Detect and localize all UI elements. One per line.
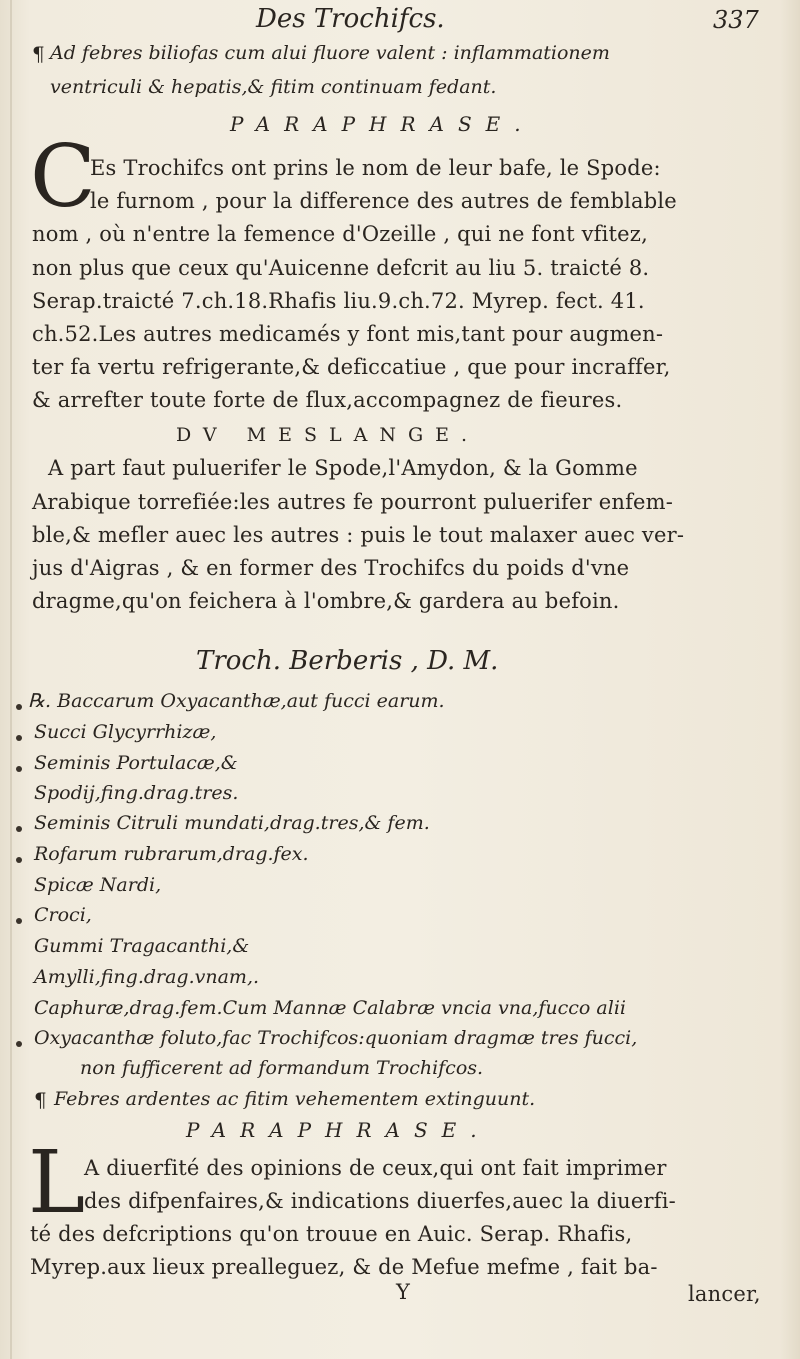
catchword: lancer, [688, 1282, 761, 1306]
bullet-mark [16, 735, 22, 741]
pilcrow-mark: ¶ [32, 42, 45, 66]
page-crease [10, 0, 12, 1359]
recipe-line: non fufficerent ad formandum Trochifcos. [80, 1057, 484, 1079]
bullet-mark [16, 1041, 22, 1047]
signature-mark: Y [396, 1280, 411, 1304]
recipe-line: Oxyacanthæ foluto,fac Trochifcos:quoniam dragmæ tres fucci, [34, 1027, 638, 1049]
recipe-line: ℞. Baccarum Oxyacanthæ,aut fucci earum. [28, 690, 445, 712]
paragraph-line: ch.52.Les autres medicamés y font mis,tant pour augmen- [32, 322, 664, 346]
bullet-mark [16, 826, 22, 832]
bullet-mark [16, 918, 22, 924]
recipe-line: Amylli,fing.drag.vnam,. [34, 966, 260, 988]
paragraph-line: dragme,qu'on feichera à l'ombre,& gardera au befoin. [32, 589, 620, 613]
section-heading: DV MESLANGE. [176, 424, 480, 446]
paragraph-line: té des defcriptions qu'on trouue en Auic. Serap. Rhafis, [30, 1222, 633, 1246]
bullet-mark [16, 704, 22, 710]
paragraph-line: Myrep.aux lieux prealleguez, & de Mefue mefme , fait ba- [30, 1255, 658, 1279]
recipe-note: Febres ardentes ac fitim vehementem extinguunt. [54, 1088, 536, 1110]
paraphrase-heading: PARAPHRASE. [230, 112, 535, 136]
paragraph-line: des difpenfaires,& indications diuerfes,auec la diuerfi- [84, 1189, 676, 1213]
paragraph-line: & arrefter toute forte de flux,accompagnez de fieures. [32, 388, 623, 412]
recipe-line: Seminis Portulacæ,& [34, 752, 238, 774]
paragraph-line: Arabique torrefiée:les autres fe pourront puluerifer enfem- [32, 490, 674, 514]
paragraph-line: non plus que ceux qu'Auicenne defcrit au liu 5. traicté 8. [32, 256, 650, 280]
paragraph-line: A diuerfité des opinions de ceux,qui ont fait imprimer [84, 1156, 667, 1180]
bullet-mark [16, 857, 22, 863]
paragraph-line: Es Trochifcs ont prins le nom de leur bafe, le Spode: [90, 156, 661, 180]
recipe-line: Seminis Citruli mundati,drag.tres,& fem. [34, 812, 430, 834]
recipe-line: Succi Glycyrrhizæ, [34, 721, 217, 743]
intro-line: Ad febres biliofas cum alui fluore valent : inflammationem [50, 42, 610, 64]
recipe-line: Caphuræ,drag.fem.Cum Mannæ Calabræ vncia vna,fucco alii [34, 997, 626, 1019]
recipe-line: Spicæ Nardi, [34, 874, 162, 896]
paragraph-line: le furnom , pour la difference des autres de femblable [90, 189, 677, 213]
paragraph-line: jus d'Aigras , & en former des Trochifcs du poids d'vne [32, 556, 630, 580]
paragraph-line: Serap.traicté 7.ch.18.Rhafis liu.9.ch.72. Myrep. fect. 41. [32, 289, 645, 313]
recipe-line: Croci, [34, 904, 92, 926]
recipe-line: Gummi Tragacanthi,& [34, 935, 250, 957]
paraphrase-heading: PARAPHRASE. [186, 1118, 491, 1142]
paragraph-line: nom , où n'entre la femence d'Ozeille , qui ne font vfitez, [32, 222, 648, 246]
pilcrow-mark: ¶ [34, 1088, 47, 1112]
drop-cap: L [28, 1133, 86, 1233]
intro-line: ventriculi & hepatis,& fitim continuam fedant. [50, 76, 497, 98]
recipe-line: Rofarum rubrarum,drag.fex. [34, 843, 309, 865]
recipe-title: Troch. Berberis , D. M. [196, 646, 499, 676]
page-number: 337 [713, 6, 759, 34]
recipe-line: Spodij,fing.drag.tres. [34, 782, 239, 804]
running-head: Des Trochifcs. [256, 4, 445, 34]
paragraph-line: ble,& mefler auec les autres : puis le tout malaxer auec ver- [32, 523, 685, 547]
bullet-mark [16, 766, 22, 772]
paragraph-line: ter fa vertu refrigerante,& deficcatiue , que pour incraffer, [32, 355, 671, 379]
drop-cap: C [30, 127, 96, 227]
paragraph-line: A part faut puluerifer le Spode,l'Amydon, & la Gomme [48, 456, 638, 480]
